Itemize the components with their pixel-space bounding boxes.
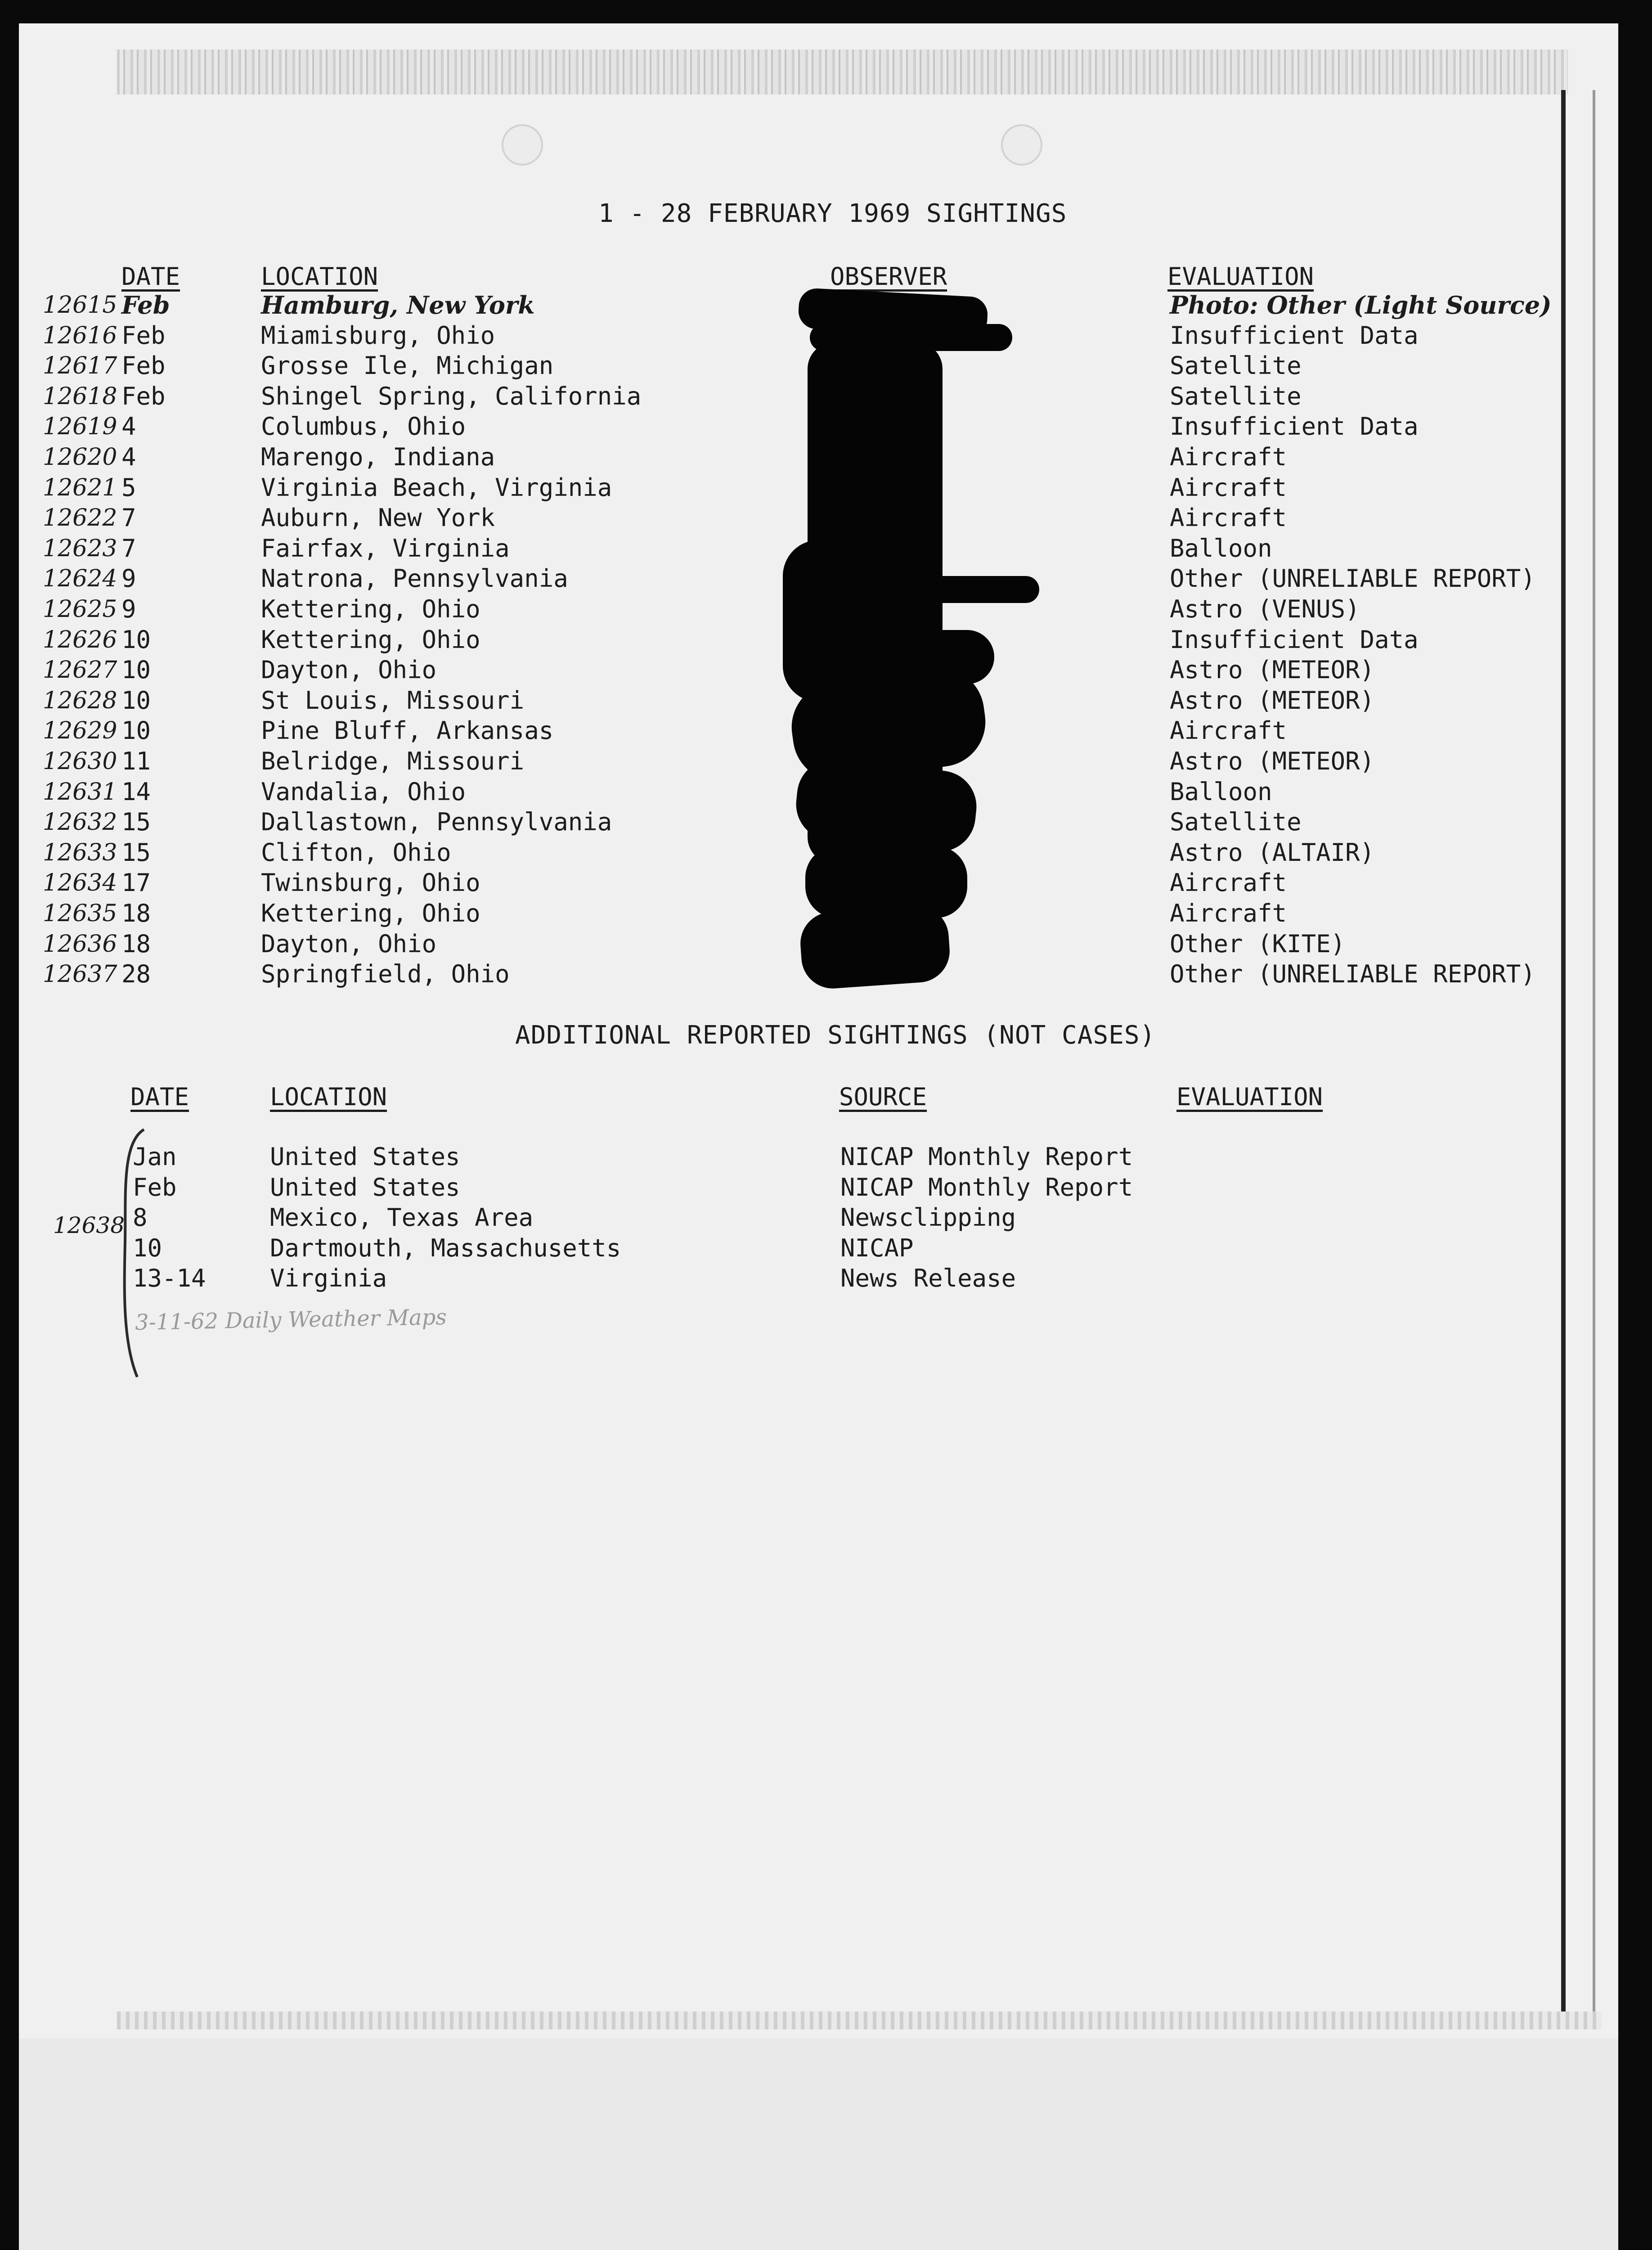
sighting-evaluation: Aircraft	[1170, 473, 1287, 502]
additional-location: Virginia	[270, 1264, 387, 1293]
case-number: 12636	[43, 930, 117, 958]
sighting-date: 11	[121, 747, 151, 775]
additional-date: 13-14	[133, 1264, 206, 1293]
scan-edge-right-shadow	[1593, 90, 1595, 2025]
case-number: 12625	[43, 596, 117, 623]
sighting-evaluation: Astro (METEOR)	[1170, 747, 1375, 775]
sighting-evaluation: Aircraft	[1170, 716, 1287, 745]
sighting-evaluation: Astro (METEOR)	[1170, 656, 1375, 684]
sighting-location: Kettering, Ohio	[261, 899, 480, 927]
sighting-location: Kettering, Ohio	[261, 625, 480, 654]
sighting-location: Dallastown, Pennsylvania	[261, 808, 612, 837]
additional-note: 3-11-62 Daily Weather Maps	[135, 1304, 447, 1336]
sighting-location: Marengo, Indiana	[261, 443, 495, 471]
sighting-location: Belridge, Missouri	[261, 747, 525, 775]
additional-header-date: DATE	[130, 1083, 189, 1111]
sighting-evaluation: Other (KITE)	[1170, 929, 1346, 958]
additional-date: 10	[133, 1233, 162, 1262]
sighting-evaluation: Aircraft	[1170, 868, 1287, 897]
additional-source: NICAP Monthly Report	[840, 1143, 1133, 1171]
header-evaluation: EVALUATION	[1167, 262, 1314, 291]
sighting-date: 7	[121, 534, 136, 562]
sighting-evaluation: Aircraft	[1170, 504, 1287, 532]
additional-location: Mexico, Texas Area	[270, 1203, 534, 1232]
header-observer: OBSERVER	[830, 262, 947, 291]
case-number: 12617	[43, 352, 117, 380]
sighting-date: 4	[121, 443, 136, 471]
additional-location: United States	[270, 1143, 460, 1171]
additional-source: NICAP	[840, 1233, 914, 1262]
sighting-date: 17	[121, 868, 151, 897]
sighting-evaluation: Balloon	[1170, 777, 1272, 806]
sighting-location: Kettering, Ohio	[261, 595, 480, 623]
additional-date: Jan	[133, 1143, 177, 1171]
sighting-date: 10	[121, 686, 151, 715]
sighting-date: 28	[121, 960, 151, 989]
handwritten-bracket	[112, 1125, 153, 1382]
additional-date: Feb	[133, 1173, 177, 1202]
case-number: 12621	[43, 474, 117, 501]
observer-redaction	[841, 576, 1039, 603]
sighting-evaluation: Aircraft	[1170, 443, 1287, 471]
observer-redaction	[805, 846, 967, 918]
case-number: 12633	[43, 839, 117, 866]
case-number: 12616	[43, 322, 117, 349]
case-number: 12637	[43, 961, 117, 988]
scan-lower-band	[19, 2038, 1618, 2250]
case-number: 12630	[43, 748, 117, 775]
case-number: 12632	[43, 809, 117, 836]
punch-hole	[1001, 124, 1042, 166]
sighting-location: Pine Bluff, Arkansas	[261, 716, 554, 745]
case-number: 12620	[43, 444, 117, 471]
header-date: DATE	[121, 262, 180, 291]
sighting-evaluation: Other (UNRELIABLE REPORT)	[1170, 564, 1535, 593]
sighting-location: Columbus, Ohio	[261, 412, 466, 441]
page-title: 1 - 28 FEBRUARY 1969 SIGHTINGS	[598, 199, 1067, 228]
sighting-date: 4	[121, 412, 136, 441]
sighting-evaluation: Satellite	[1170, 351, 1302, 380]
scan-edge-top	[117, 50, 1568, 94]
header-location: LOCATION	[261, 262, 378, 291]
case-number: 12628	[43, 687, 117, 714]
additional-source: News Release	[840, 1264, 1016, 1293]
additional-header-location: LOCATION	[270, 1083, 387, 1111]
sighting-location: Grosse Ile, Michigan	[261, 351, 554, 380]
sighting-date: Feb	[121, 351, 166, 380]
scan-edge-bottom	[117, 2012, 1602, 2030]
sighting-evaluation: Insufficient Data	[1170, 412, 1419, 441]
sighting-location: Dayton, Ohio	[261, 656, 437, 684]
sighting-date: 18	[121, 929, 151, 958]
case-number: 12631	[43, 778, 117, 806]
sighting-location: Clifton, Ohio	[261, 838, 451, 867]
sighting-location: Shingel Spring, California	[261, 382, 642, 410]
additional-source: NICAP Monthly Report	[840, 1173, 1133, 1202]
sighting-evaluation: Aircraft	[1170, 899, 1287, 927]
sighting-evaluation: Other (UNRELIABLE REPORT)	[1170, 960, 1535, 989]
additional-title: ADDITIONAL REPORTED SIGHTINGS (NOT CASES)	[515, 1021, 1156, 1050]
sighting-location: Springfield, Ohio	[261, 960, 510, 989]
additional-location: Dartmouth, Massachusetts	[270, 1233, 621, 1262]
case-number: 12623	[43, 535, 117, 562]
case-number: 12629	[43, 717, 117, 745]
sighting-evaluation: Satellite	[1170, 808, 1302, 837]
additional-date: 8	[133, 1203, 148, 1232]
sighting-evaluation: Astro (ALTAIR)	[1170, 838, 1375, 867]
additional-header-evaluation: EVALUATION	[1176, 1083, 1323, 1111]
sighting-location: Miamisburg, Ohio	[261, 321, 495, 350]
sighting-date: Feb	[121, 291, 170, 320]
case-number: 12622	[43, 504, 117, 532]
sighting-date: 10	[121, 656, 151, 684]
sighting-date: 14	[121, 777, 151, 806]
sighting-date: 7	[121, 504, 136, 532]
additional-header-source: SOURCE	[839, 1083, 927, 1111]
sighting-evaluation: Astro (METEOR)	[1170, 686, 1375, 715]
sighting-evaluation: Satellite	[1170, 382, 1302, 410]
sighting-evaluation: Astro (VENUS)	[1170, 595, 1360, 623]
additional-source: Newsclipping	[840, 1203, 1016, 1232]
case-number: 12635	[43, 900, 117, 927]
sighting-date: 15	[121, 808, 151, 837]
sighting-date: 15	[121, 838, 151, 867]
sighting-evaluation: Balloon	[1170, 534, 1272, 562]
sighting-date: 10	[121, 716, 151, 745]
scan-edge-right	[1561, 90, 1566, 2025]
sighting-date: Feb	[121, 321, 166, 350]
sighting-date: 18	[121, 899, 151, 927]
case-number: 12619	[43, 413, 117, 441]
case-number: 12634	[43, 869, 117, 897]
sighting-date: 5	[121, 473, 136, 502]
sighting-location: St Louis, Missouri	[261, 686, 525, 715]
additional-case-number: 12638	[53, 1212, 125, 1238]
case-number: 12627	[43, 657, 117, 684]
case-number: 12618	[43, 382, 117, 410]
sighting-location: Fairfax, Virginia	[261, 534, 510, 562]
sighting-evaluation: Photo: Other (Light Source)	[1170, 291, 1552, 320]
sighting-date: 9	[121, 595, 136, 623]
case-number: 12626	[43, 626, 117, 653]
sighting-location: Auburn, New York	[261, 504, 495, 532]
case-number: 12624	[43, 565, 117, 593]
sighting-evaluation: Insufficient Data	[1170, 321, 1419, 350]
sighting-location: Virginia Beach, Virginia	[261, 473, 612, 502]
sighting-date: 10	[121, 625, 151, 654]
sighting-location: Hamburg, New York	[261, 291, 535, 320]
additional-location: United States	[270, 1173, 460, 1202]
sighting-date: 9	[121, 564, 136, 593]
observer-redaction	[798, 904, 952, 991]
case-number: 12615	[43, 292, 117, 319]
sighting-date: Feb	[121, 382, 166, 410]
sighting-location: Dayton, Ohio	[261, 929, 437, 958]
punch-hole	[502, 124, 543, 166]
sighting-evaluation: Insufficient Data	[1170, 625, 1419, 654]
sighting-location: Natrona, Pennsylvania	[261, 564, 568, 593]
sighting-location: Twinsburg, Ohio	[261, 868, 480, 897]
sighting-location: Vandalia, Ohio	[261, 777, 466, 806]
